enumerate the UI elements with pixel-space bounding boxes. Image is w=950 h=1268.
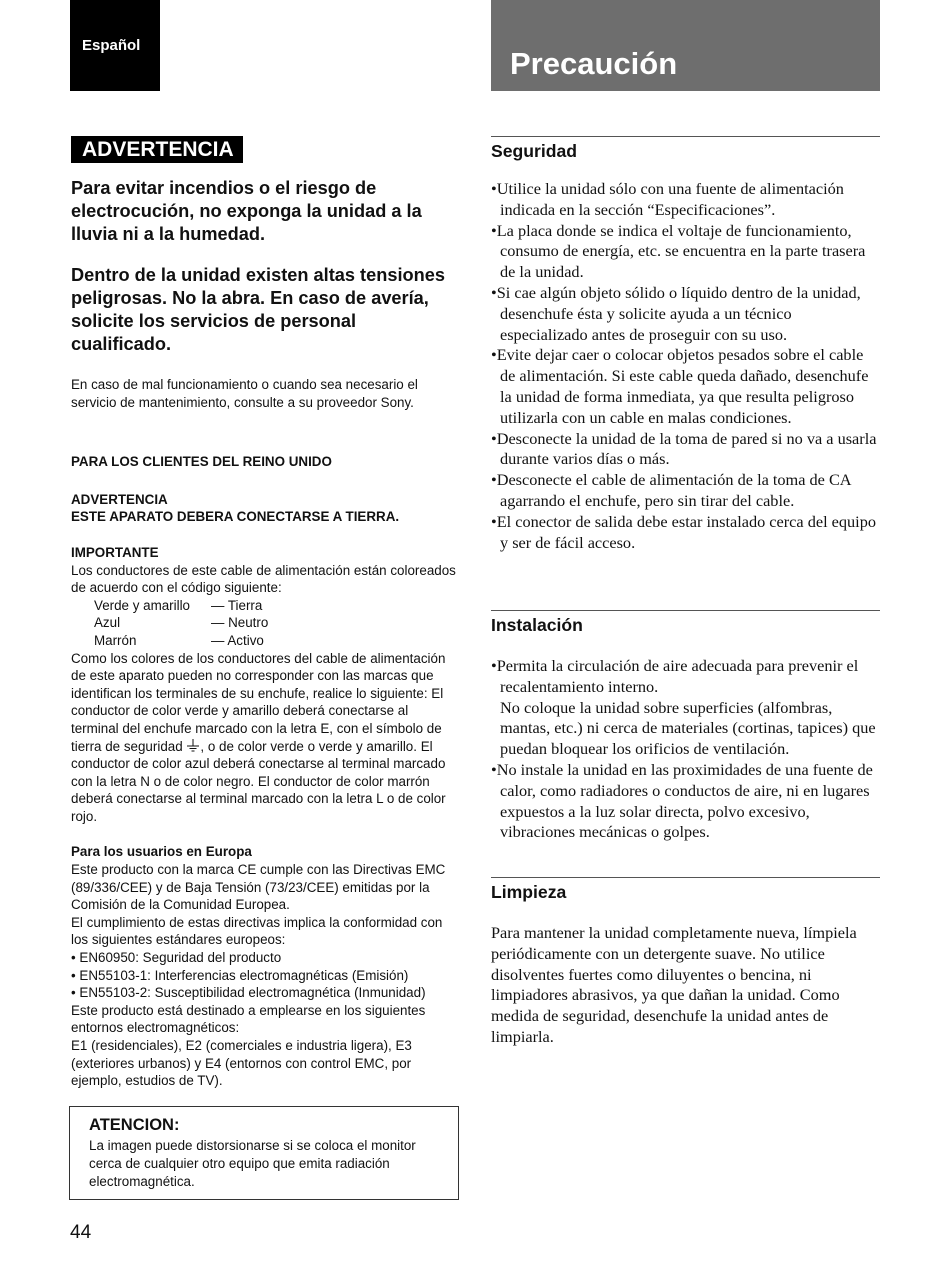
- list-item: • El conector de salida debe estar instalado cerca del equipo y ser de fácil acceso.: [491, 512, 880, 554]
- uk-warning-2: ESTE APARATO DEBERA CONECTARSE A TIERRA.: [71, 509, 400, 525]
- color-code-table: [94, 597, 456, 650]
- uk-heading: PARA LOS CLIENTES DEL REINO UNIDO: [71, 454, 332, 470]
- list-item-continuation: No coloque la unidad sobre superficies (alfombras, mantas, etc.) ni cerca de materiales (cortinas, tapices) que puedan bloquear los orificios de ventilación.: [500, 697, 876, 759]
- europe-paragraph-2: El cumplimiento de estas directivas implica la conformidad con los siguientes estándares europeos:: [71, 914, 443, 948]
- instalacion-section: [491, 610, 880, 843]
- important-body-part-2: , o de color verde o verde y amarillo. El conductor de color azul deberá conectarse al terminal marcado con la letra N o de color negro. El conductor de color marrón deberá conectarse al terminal marcado con la letra L o de color rojo.: [71, 738, 446, 824]
- language-label: Español: [82, 37, 141, 54]
- title-bar: [491, 0, 880, 91]
- list-item: [491, 656, 880, 760]
- europe-paragraph-1: Este producto con la marca CE cumple con las Directivas EMC (89/336/CEE) y de Baja Tensión (73/23/CEE) emitidas por la Comisión de la Comunidad Europea.: [71, 862, 446, 913]
- list-item: • Desconecte el cable de alimentación de la toma de CA agarrando el enchufe, pero sin tirar del cable.: [491, 470, 880, 512]
- atencion-heading: ATENCION:: [89, 1116, 180, 1134]
- instalacion-heading: Instalación: [491, 615, 583, 635]
- seguridad-list: [491, 179, 880, 553]
- important-heading: IMPORTANTE: [71, 544, 159, 560]
- list-item: • EN55103-2: Susceptibilidad electromagnética (Inmunidad): [71, 985, 426, 1001]
- important-body: [71, 650, 456, 826]
- left-column: [71, 136, 456, 1090]
- list-item: • No instale la unidad en las proximidades de una fuente de calor, como radiadores o conductos de aire, ni en lugares expuestos a la luz solar directa, polvo excesivo, vibraciones mecánicas o golpes.: [491, 760, 880, 843]
- color-name: Azul: [94, 615, 121, 631]
- europe-standards-list: [71, 949, 456, 1002]
- ground-symbol-icon: [186, 739, 200, 753]
- list-item-text: Permita la circulación de aire adecuada para prevenir el recalentamiento interno.: [496, 656, 859, 696]
- europe-paragraph-3: Este producto está destinado a emplearse en los siguientes entornos electromagnéticos:: [71, 1002, 426, 1036]
- seguridad-section: [491, 136, 880, 553]
- uk-warning-1: ADVERTENCIA: [71, 491, 168, 507]
- page-title: Precaución: [510, 46, 678, 81]
- seguridad-heading: Seguridad: [491, 141, 578, 161]
- warning-label: ADVERTENCIA: [71, 136, 243, 163]
- warning-text-2: Dentro de la unidad existen altas tensiones peligrosas. No la abra. En caso de avería, solicite los servicios de personal cualificado.: [71, 265, 445, 354]
- europe-paragraph-4: E1 (residenciales), E2 (comerciales e industria ligera), E3 (exteriores urbanos) y E4 (entornos con control EMC, por ejemplo, estudios de TV).: [71, 1038, 412, 1089]
- page-number: 44: [70, 1222, 92, 1243]
- warning-text-1: Para evitar incendios o el riesgo de electrocución, no exponga la unidad a la lluvia ni a la humedad.: [71, 178, 422, 244]
- instalacion-list: [491, 656, 880, 843]
- color-code-row: [94, 597, 456, 615]
- limpieza-heading: Limpieza: [491, 882, 567, 902]
- language-tab: [70, 0, 160, 91]
- list-item: • La placa donde se indica el voltaje de funcionamiento, consumo de energía, etc. se encuentra en la parte trasera de la unidad.: [491, 221, 880, 283]
- color-name: Verde y amarillo: [94, 597, 191, 613]
- atencion-body: La imagen puede distorsionarse si se coloca el monitor cerca de cualquier otro equipo que emita radiación electromagnética.: [89, 1138, 416, 1189]
- important-body-part-1: Como los colores de los conductores del cable de alimentación de este aparato pueden no corresponder con las marcas que identifican los terminales de su enchufe, realice lo siguiente: El conductor de color verde y amarillo deberá conectarse al terminal del enchufe marcado con la letra E, con el símbolo de tierra de seguridad: [71, 650, 446, 754]
- list-item: • Si cae algún objeto sólido o líquido dentro de la unidad, desenchufe ésta y solicite ayuda a un técnico especializado antes de proseguir con su uso.: [491, 283, 880, 345]
- color-meaning: — Tierra: [211, 597, 263, 613]
- service-note: En caso de mal funcionamiento o cuando sea necesario el servicio de mantenimiento, consulte a su proveedor Sony.: [71, 377, 418, 410]
- list-item: • Desconecte la unidad de la toma de pared si no va a usarla durante varios días o más.: [491, 429, 880, 471]
- europe-heading: Para los usuarios en Europa: [71, 844, 252, 860]
- list-item: • Evite dejar caer o colocar objetos pesados sobre el cable de alimentación. Si este cable queda dañado, desenchufe la unidad de forma inmediata, ya que resulta peligroso utilizarla con un cable en malas condiciones.: [491, 345, 880, 428]
- color-name: Marrón: [94, 632, 137, 648]
- list-item: • EN55103-1: Interferencias electromagnéticas (Emisión): [71, 967, 409, 983]
- color-code-row: [94, 614, 456, 632]
- color-code-row: [94, 632, 456, 650]
- list-item: • EN60950: Seguridad del producto: [71, 950, 282, 966]
- color-meaning: — Neutro: [211, 615, 269, 631]
- important-intro: Los conductores de este cable de alimentación están coloreados de acuerdo con el código siguiente:: [71, 562, 456, 596]
- limpieza-body: Para mantener la unidad completamente nueva, límpiela periódicamente con un detergente suave. No utilice disolventes fuertes como diluyentes o bencina, ni limpiadores abrasivos, ya que dañan la unidad. Como medida de seguridad, desenchufe la unidad antes de limpiarla.: [491, 923, 857, 1046]
- atencion-box: [69, 1106, 459, 1200]
- color-meaning: — Activo: [211, 632, 264, 648]
- list-item: • Utilice la unidad sólo con una fuente de alimentación indicada en la sección “Especificaciones”.: [491, 179, 880, 221]
- limpieza-section: [491, 877, 880, 1048]
